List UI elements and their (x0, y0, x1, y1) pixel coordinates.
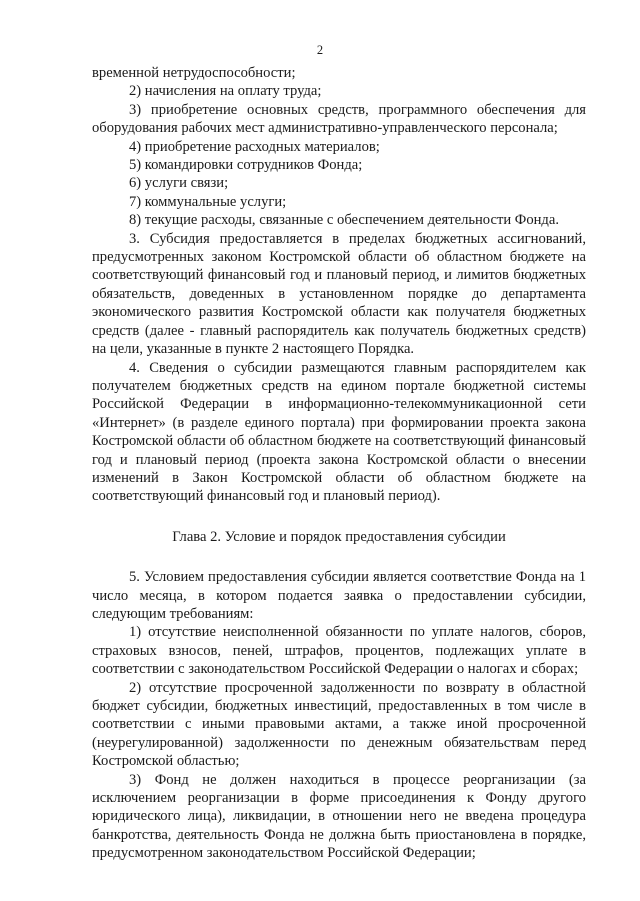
list-item: 1) отсутствие неисполненной обязанности по уплате налогов, сборов, страховых взносов, пеней, штрафов, процентов, подлежащих уплате в соответствии с законодательством Российской Федерации о налогах и сборах; (92, 624, 586, 678)
clause-4: 4. Сведения о субсидии размещаются главным распорядителем как получателем бюджетных средств на едином портале бюджетной системы Российской Федерации в информационно-телекоммуникационной сети «Интернет» (в разделе единого портала) при формировании проекта закона Костромской области об областном бюджете на соответствующий финансовый год и плановый период (проекта закона Костромской области о внесении изменений в Закон Костромской области об областном бюджете на соответствующий финансовый год и плановый период). (92, 359, 586, 505)
list-item: 2) начисления на оплату труда; (129, 83, 322, 100)
list-item: 3) Фонд не должен находиться в процессе реорганизации (за исключением реорганизации в форме присоединения к Фонду другого юридического лица), ликвидации, в отношении него не введена процедура банкротства, деятельность Фонда не должна быть приостановлена в порядке, предусмотренном законодательством Российской Федерации; (92, 771, 586, 862)
list-item: 6) услуги связи; (129, 175, 229, 192)
document-body (92, 64, 586, 863)
list-item: 4) приобретение расходных материалов; (129, 138, 380, 155)
list-item: 3) приобретение основных средств, программного обеспечения для оборудования рабочих мест административно-управленческого персонала; (92, 101, 586, 137)
list-item: 2) отсутствие просроченной задолженности по возврату в областной бюджет субсидии, бюджетных инвестиций, предоставленных в том числе в соответствии с иными правовыми актами, а также иной просроченной (неурегулированной) задолженности по денежным обязательствам перед Костромской областью; (92, 679, 586, 770)
list-item: 7) коммунальные услуги; (129, 193, 287, 210)
paragraph: временной нетрудоспособности; (92, 65, 296, 81)
clause-5: 5. Условием предоставления субсидии является соответствие Фонда на 1 число месяца, в котором подается заявка о предоставлении субсидии, следующим требованиям: (92, 569, 586, 622)
list-item: 5) командировки сотрудников Фонда; (129, 157, 363, 174)
page-number: 2 (316, 43, 324, 57)
clause-3: 3. Субсидия предоставляется в пределах бюджетных ассигнований, предусмотренных законом Костромской области об областном бюджете на соответствующий финансовый год и плановый период, и лимитов бюджетных обязательств, доведенных в установленном порядке до департамента экономического развития Костромской области как получателя бюджетных средств (далее - главный распорядитель как получатель бюджетных средств) на цели, указанные в пункте 2 настоящего Порядка. (92, 230, 586, 358)
list-item: 8) текущие расходы, связанные с обеспечением деятельности Фонда. (129, 212, 559, 229)
chapter-heading: Глава 2. Условие и порядок предоставления субсидии (172, 528, 506, 545)
